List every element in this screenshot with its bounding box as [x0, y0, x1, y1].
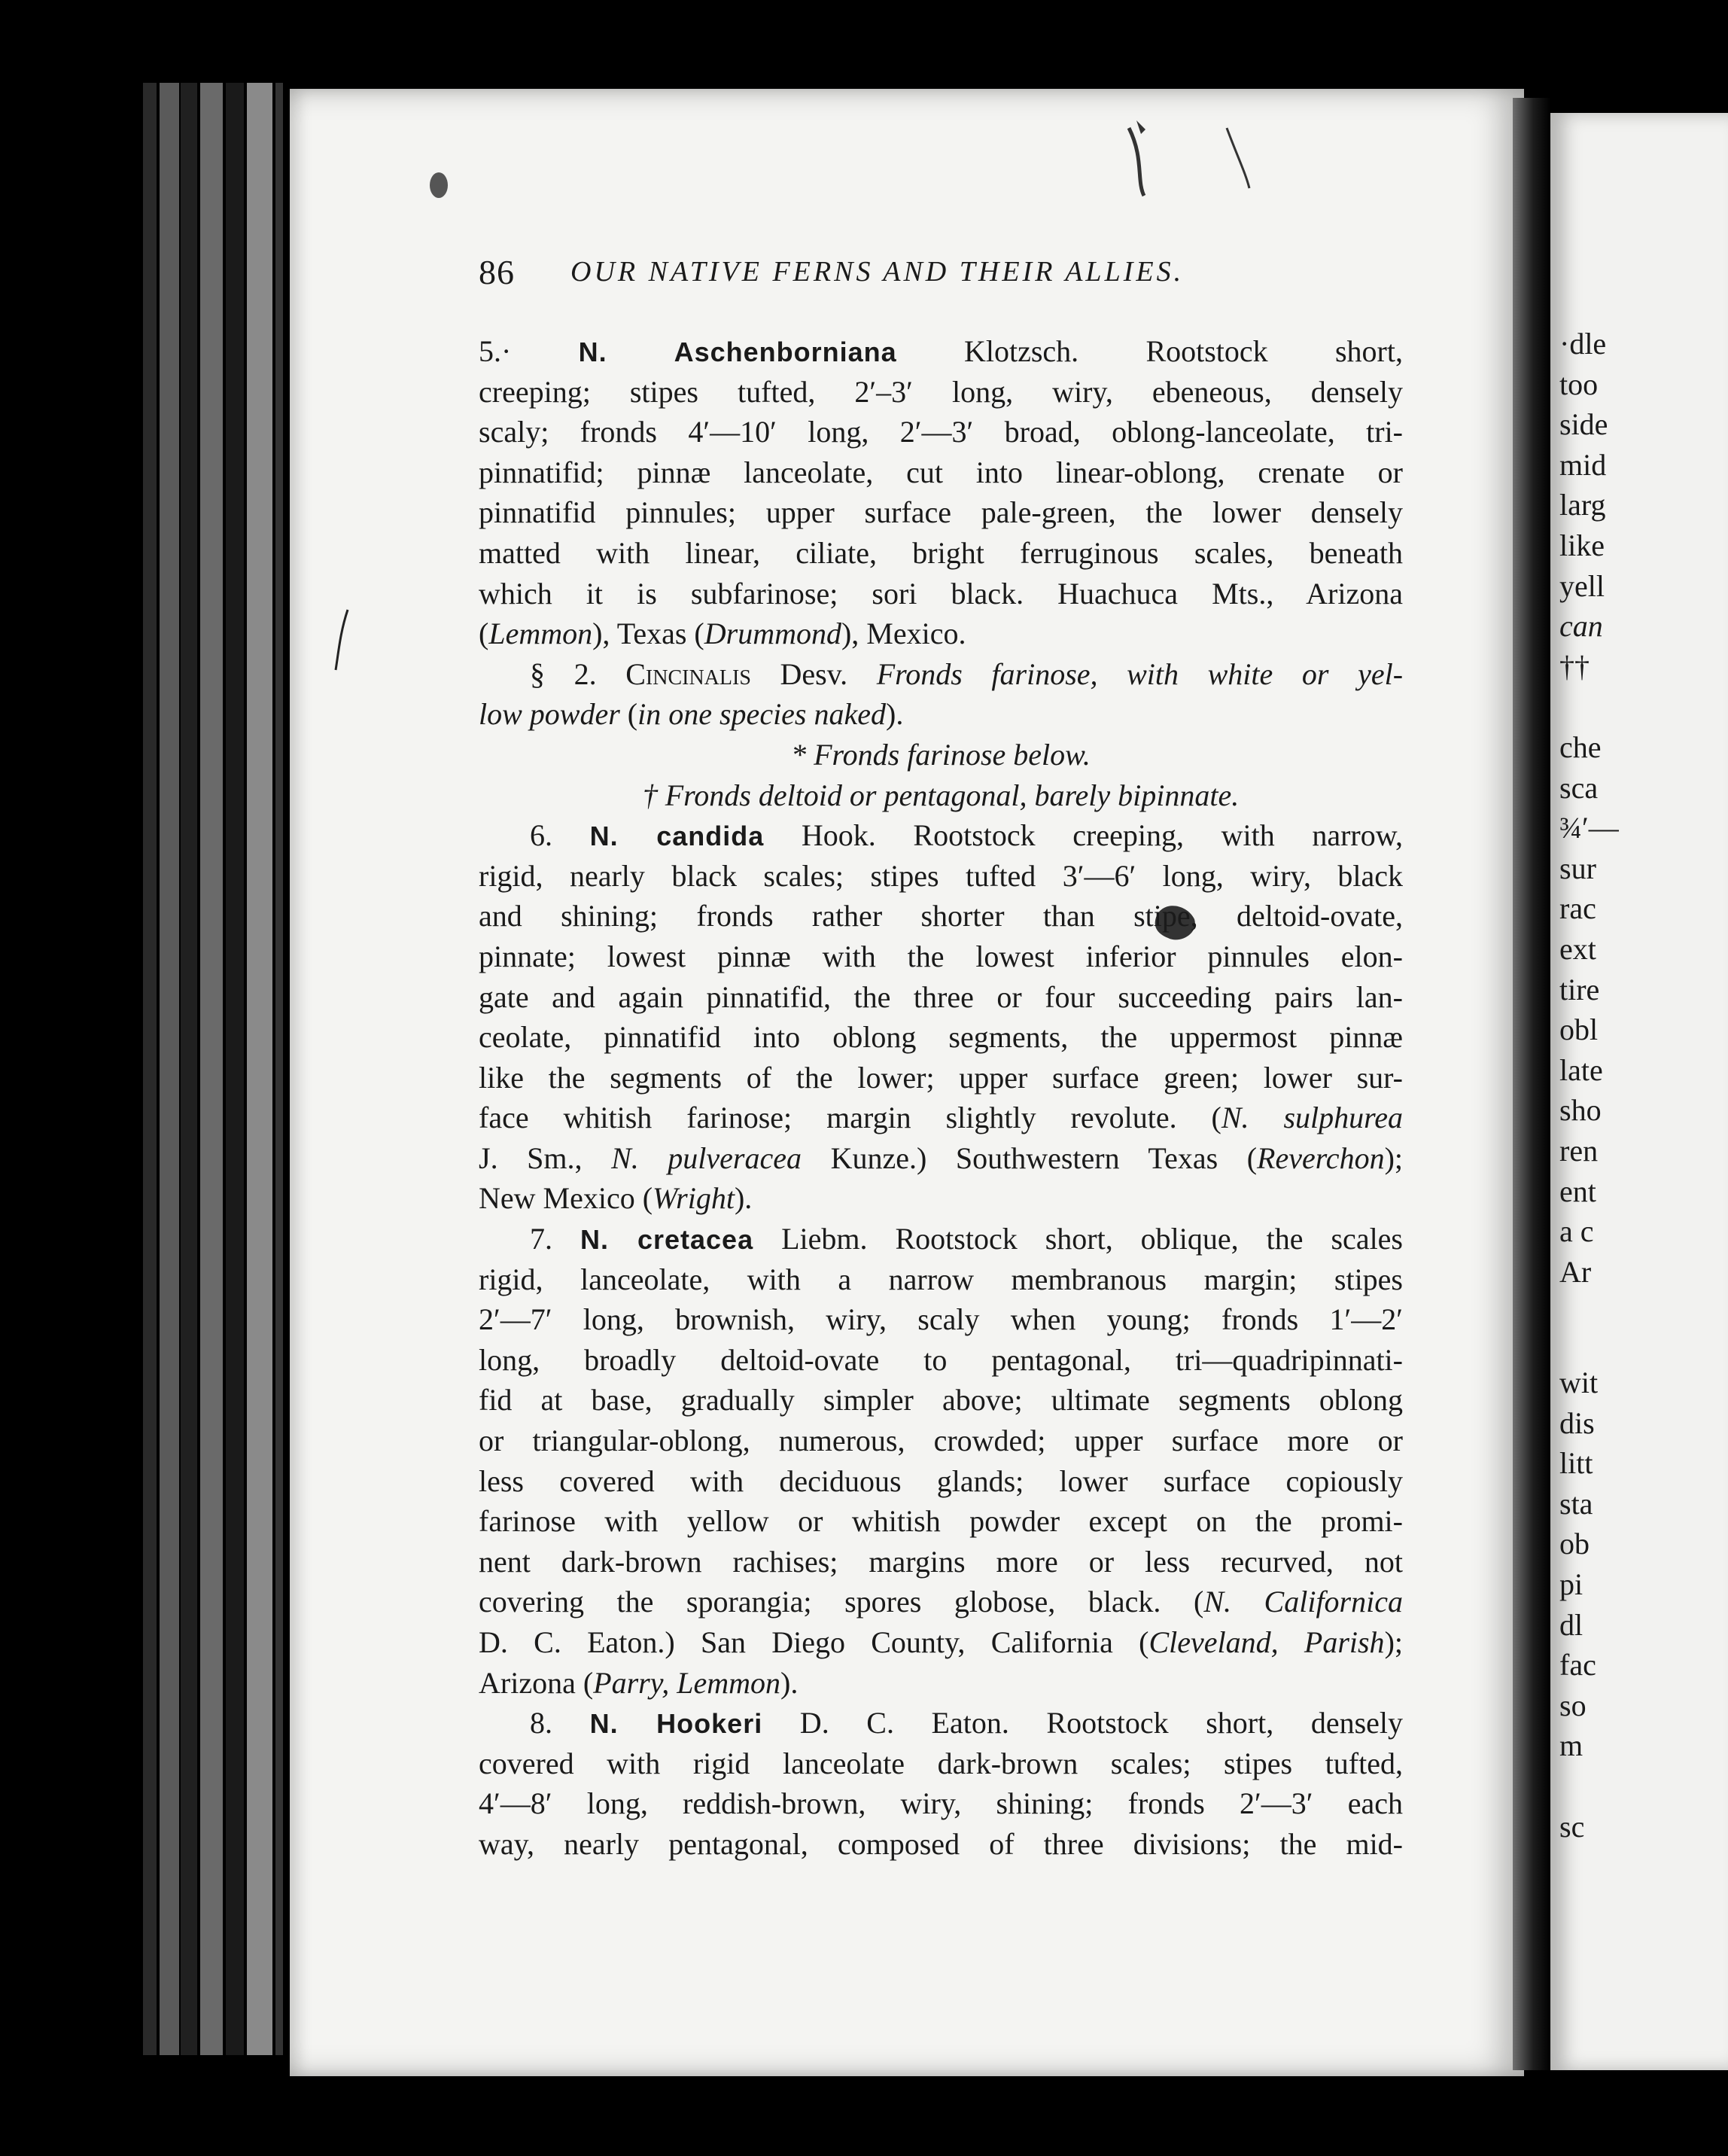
- text-line: [479, 815, 1403, 856]
- italic-text: N. sulphurea: [1221, 1101, 1403, 1135]
- book-gutter: [1513, 98, 1550, 2070]
- right-page-fragment-line: yell: [1559, 568, 1605, 603]
- genus-name: N. Aschenborniana: [578, 336, 897, 367]
- text-segment: 8.: [530, 1706, 590, 1740]
- text-segment: which it is subfarinose; sori black. Huachuca Mts., Arizona: [479, 576, 1403, 611]
- right-page-fragment-line: wit: [1559, 1366, 1599, 1399]
- page-header: [479, 252, 1314, 297]
- text-segment: pinnate; lowest pinnæ with the lowest inferior pinnules elon-: [479, 939, 1403, 973]
- right-page-fragment: [1550, 113, 1728, 2070]
- right-page-fragment-line: sta: [1559, 1486, 1593, 1521]
- text-segment: ).: [734, 1181, 753, 1216]
- right-page-fragment-line: ent: [1559, 1174, 1596, 1208]
- italic-text: Parry, Lemmon: [593, 1665, 781, 1700]
- right-page-fragment-line: late: [1559, 1052, 1603, 1087]
- text-line: [479, 977, 1403, 1018]
- text-segment: Cincinalis: [625, 656, 751, 691]
- text-line: [479, 492, 1403, 533]
- text-line: [479, 1098, 1403, 1138]
- text-line: [479, 856, 1403, 897]
- text-line: [479, 1703, 1403, 1743]
- right-page-fragment-line: tire: [1559, 972, 1600, 1006]
- text-line: [479, 1542, 1403, 1582]
- text-segment: D. C. Eaton.) San Diego County, California (: [479, 1625, 1149, 1659]
- italic-text: Drummond: [704, 617, 841, 651]
- right-page-fragment-line: ††: [1559, 649, 1590, 684]
- right-page-fragment-line: a c: [1559, 1214, 1594, 1249]
- right-page-fragment-line: like: [1559, 528, 1605, 562]
- body-text: [479, 331, 1403, 1865]
- right-page-fragment-line: obl: [1559, 1013, 1599, 1047]
- text-line: [479, 1783, 1403, 1824]
- text-line: [479, 1461, 1403, 1502]
- text-line: [479, 1582, 1403, 1622]
- italic-text: Lemmon: [488, 617, 593, 651]
- text-segment: 7.: [530, 1222, 580, 1256]
- text-segment: ceolate, pinnatifid into oblong segments, the uppermost pinnæ: [479, 1020, 1403, 1055]
- text-segment: J. Sm.,: [479, 1140, 612, 1175]
- pencil-mark-icon: [331, 606, 354, 674]
- text-line: [479, 654, 1403, 695]
- ink-smudge-icon: [425, 167, 455, 205]
- right-page-fragment-line: so: [1559, 1688, 1587, 1722]
- right-page-fragment-line: che: [1559, 730, 1602, 764]
- text-segment: Klotzsch. Rootstock short,: [896, 334, 1403, 368]
- text-line: [479, 1058, 1403, 1098]
- right-page-fragment-line: pi: [1559, 1567, 1583, 1601]
- right-page-fragment-line: sc: [1559, 1809, 1585, 1844]
- text-segment: 5.·: [479, 334, 579, 368]
- text-line: [479, 574, 1403, 614]
- text-line: [479, 331, 1403, 372]
- text-segment: ), Texas (: [592, 617, 704, 651]
- text-segment: fid at base, gradually simpler above; ultimate segments oblong: [479, 1383, 1403, 1418]
- text-line: [479, 694, 1403, 735]
- text-segment: less covered with deciduous glands; lower surface copiously: [479, 1463, 1403, 1498]
- text-line: [479, 1622, 1403, 1663]
- text-segment: nent dark-brown rachises; margins more or less recurved, not: [479, 1544, 1403, 1579]
- right-page-fragment-line: mid: [1559, 447, 1607, 482]
- text-line: [479, 1178, 1403, 1219]
- text-segment: creeping; stipes tufted, 2′–3′ long, wiry, ebeneous, densely: [479, 374, 1403, 409]
- book-page-edges: [143, 83, 294, 2055]
- text-line: [479, 1501, 1403, 1542]
- italic-text: Fronds farinose, with white or yel-: [876, 656, 1403, 691]
- text-line: [479, 1663, 1403, 1704]
- genus-name: N. candida: [589, 821, 765, 852]
- text-segment: matted with linear, ciliate, bright ferruginous scales, beneath: [479, 535, 1403, 570]
- text-segment: );: [1384, 1625, 1403, 1659]
- text-segment: ), Mexico.: [841, 617, 966, 651]
- text-segment: face whitish farinose; margin slightly revolute. (: [479, 1101, 1221, 1135]
- right-page-fragment-line: Ar: [1559, 1254, 1592, 1289]
- text-line: [479, 412, 1403, 452]
- right-page-fragment-line: too: [1559, 367, 1599, 401]
- text-segment: long, broadly deltoid-ovate to pentagonal, tri—quadripinnati-: [479, 1342, 1403, 1377]
- right-page-fragment-line: ob: [1559, 1527, 1590, 1561]
- text-segment: † Fronds deltoid or pentagonal, barely bipinnate.: [642, 778, 1240, 812]
- text-line: [479, 1340, 1403, 1381]
- text-line: [479, 1017, 1403, 1058]
- text-line: [479, 1299, 1403, 1340]
- text-line: [479, 936, 1403, 977]
- right-page-fragment-line: can: [1559, 609, 1603, 644]
- text-line: [479, 452, 1403, 493]
- text-segment: Hook. Rootstock creeping, with narrow,: [764, 818, 1403, 853]
- text-segment: scaly; fronds 4′—10′ long, 2′—3′ broad, oblong-lanceolate, tri-: [479, 415, 1403, 449]
- right-page-fragment-line: sur: [1559, 851, 1596, 885]
- right-page-fragment-line: fac: [1559, 1648, 1596, 1682]
- text-segment: New Mexico (: [479, 1181, 653, 1216]
- text-line: [479, 372, 1403, 413]
- italic-text: in one species naked: [637, 697, 887, 732]
- text-segment: ).: [886, 697, 904, 732]
- right-page-fragment-line: ext: [1559, 932, 1596, 966]
- right-page-fragment-line: larg: [1559, 488, 1606, 522]
- italic-text: Cleveland, Parish: [1148, 1625, 1385, 1659]
- text-segment: ).: [780, 1665, 799, 1700]
- right-page-fragment-line: dis: [1559, 1405, 1595, 1440]
- text-line: [479, 1743, 1403, 1784]
- italic-text: Wright: [653, 1181, 735, 1216]
- text-line: [479, 735, 1403, 775]
- right-page-fragment-line: sho: [1559, 1093, 1602, 1128]
- text-segment: D. C. Eaton. Rootstock short, densely: [762, 1706, 1403, 1740]
- text-segment: covered with rigid lanceolate dark-brown scales; stipes tufted,: [479, 1746, 1403, 1780]
- text-segment: Kunze.) Southwestern Texas (: [802, 1140, 1258, 1175]
- right-page-fragment-line: sca: [1559, 770, 1599, 805]
- text-line: [479, 1421, 1403, 1461]
- text-segment: 4′—8′ long, reddish-brown, wiry, shining; fronds 2′—3′ each: [479, 1786, 1403, 1821]
- text-segment: Desv.: [750, 656, 877, 691]
- text-segment: 6.: [530, 818, 590, 853]
- text-line: [479, 1219, 1403, 1259]
- text-segment: way, nearly pentagonal, composed of three divisions; the mid-: [479, 1826, 1403, 1861]
- right-page-fragment-line: ·dle: [1559, 327, 1607, 361]
- text-segment: farinose with yellow or whitish powder except on the promi-: [479, 1504, 1403, 1539]
- right-page-fragment-line: ren: [1559, 1134, 1599, 1168]
- page-number: 86: [479, 253, 515, 291]
- text-line: [479, 533, 1403, 574]
- text-segment: Arizona (: [479, 1665, 594, 1700]
- text-segment: );: [1384, 1140, 1403, 1175]
- text-segment: * Fronds farinose below.: [791, 737, 1091, 772]
- text-line: [479, 1259, 1403, 1300]
- text-segment: (: [479, 617, 489, 651]
- text-line: [479, 1138, 1403, 1179]
- genus-name: N. cretacea: [580, 1224, 754, 1256]
- text-line: [479, 896, 1403, 936]
- right-page-fragment-line: dl: [1559, 1607, 1583, 1642]
- text-line: [479, 775, 1403, 816]
- right-page-fragment-line: rac: [1559, 891, 1596, 926]
- running-title: OUR NATIVE FERNS AND THEIR ALLIES.: [570, 256, 1185, 288]
- italic-text: N. Californica: [1203, 1585, 1403, 1619]
- text-segment: (: [619, 697, 638, 732]
- right-page-fragment-line: ¾′—: [1559, 811, 1619, 845]
- genus-name: N. Hookeri: [589, 1708, 763, 1740]
- italic-text: Reverchon: [1257, 1140, 1385, 1175]
- italic-text: N. pulveracea: [611, 1140, 802, 1175]
- ink-mark-icon: [1114, 113, 1264, 211]
- italic-text: low powder: [479, 697, 620, 732]
- right-page-fragment-line: litt: [1559, 1446, 1593, 1481]
- text-line: [479, 1824, 1403, 1865]
- text-segment: rigid, lanceolate, with a narrow membranous margin; stipes: [479, 1262, 1403, 1296]
- text-line: [479, 614, 1403, 654]
- text-segment: like the segments of the lower; upper surface green; lower sur-: [479, 1060, 1403, 1095]
- text-segment: pinnatifid; pinnæ lanceolate, cut into linear-oblong, crenate or: [479, 455, 1403, 489]
- text-segment: covering the sporangia; spores globose, black. (: [479, 1585, 1204, 1619]
- text-segment: and shining; fronds rather shorter than stipe, deltoid-ovate,: [479, 899, 1403, 933]
- text-segment: pinnatifid pinnules; upper surface pale-green, the lower densely: [479, 495, 1403, 530]
- text-segment: § 2.: [530, 656, 626, 691]
- text-segment: or triangular-oblong, numerous, crowded; upper surface more or: [479, 1424, 1403, 1458]
- right-page-fragment-line: side: [1559, 407, 1608, 442]
- text-segment: Liebm. Rootstock short, oblique, the scales: [753, 1222, 1403, 1256]
- text-segment: rigid, nearly black scales; stipes tufted 3′—6′ long, wiry, black: [479, 858, 1403, 893]
- text-line: [479, 1380, 1403, 1421]
- text-segment: 2′—7′ long, brownish, wiry, scaly when young; fronds 1′—2′: [479, 1302, 1403, 1337]
- right-page-fragment-line: m: [1559, 1728, 1583, 1763]
- text-segment: gate and again pinnatifid, the three or four succeeding pairs lan-: [479, 979, 1403, 1014]
